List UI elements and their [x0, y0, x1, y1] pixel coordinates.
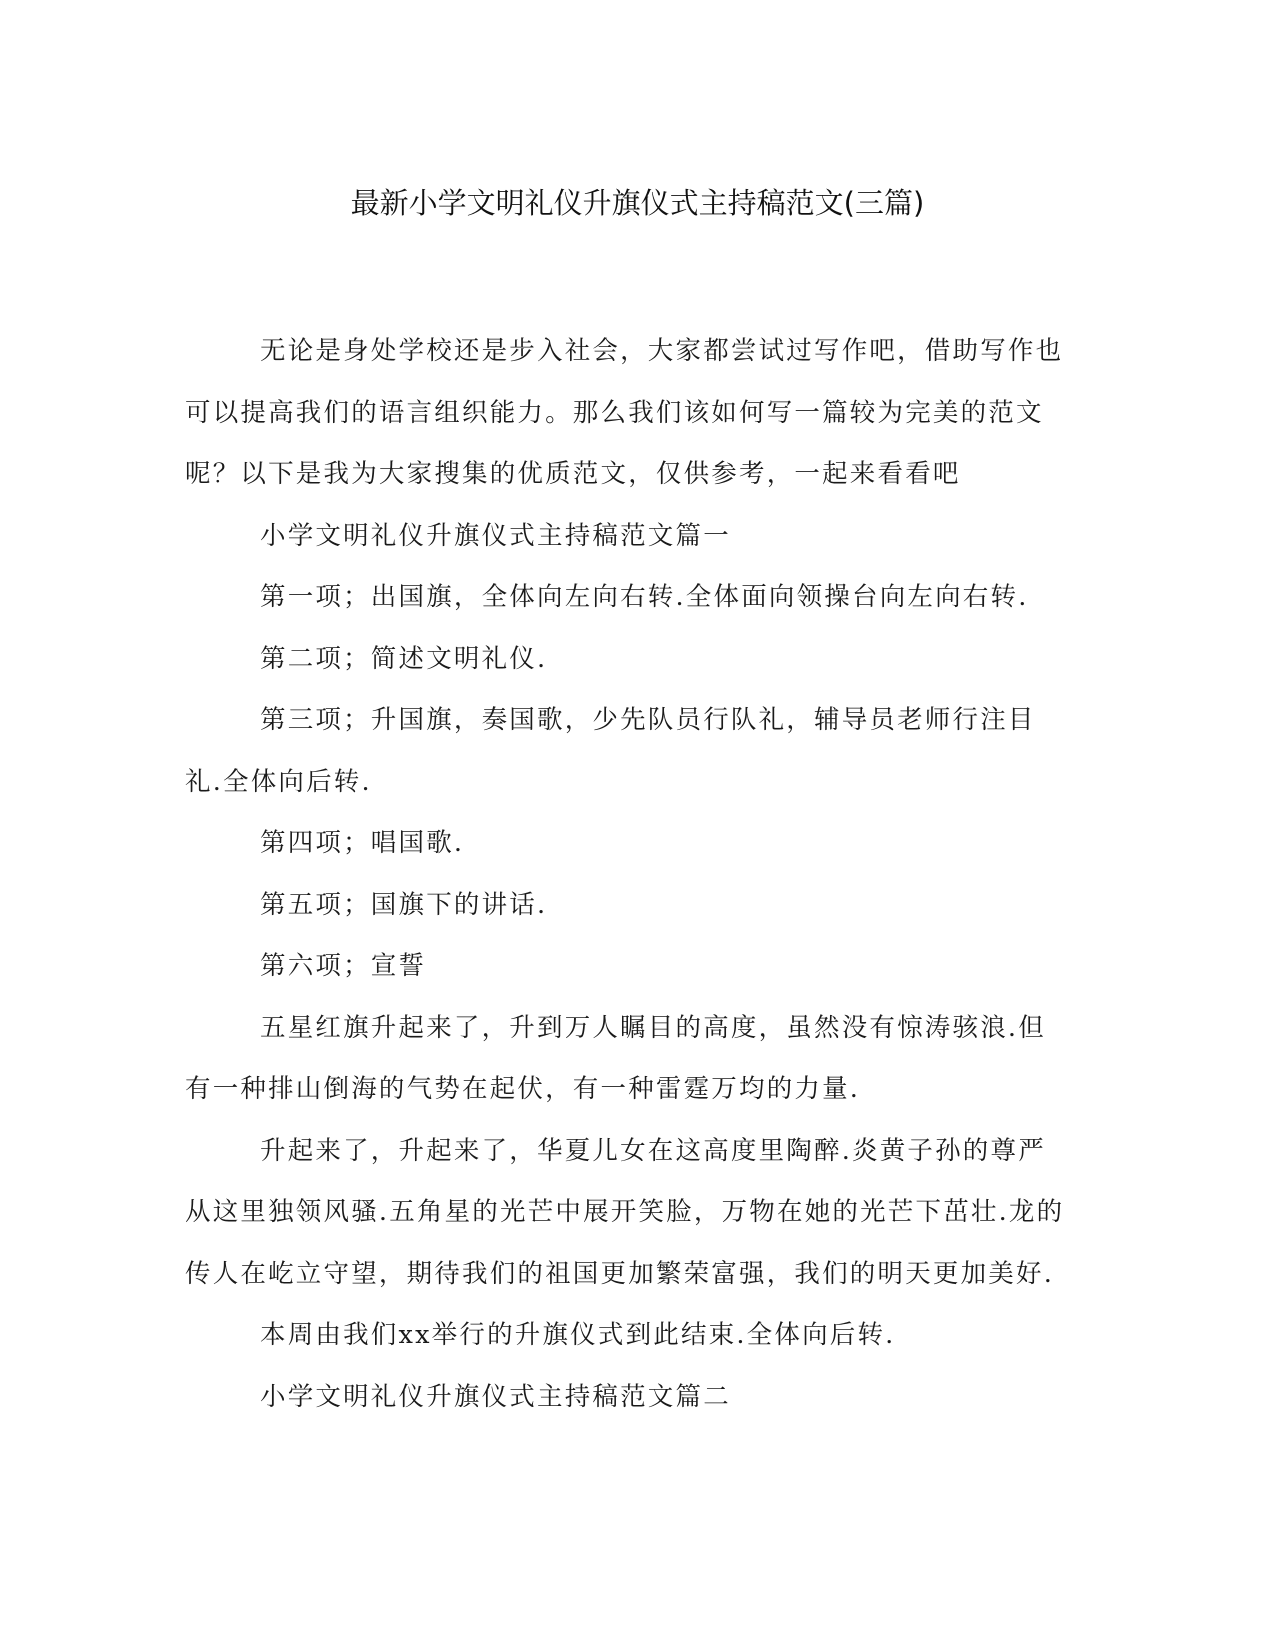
agenda-item-4: 第四项；唱国歌. [260, 828, 465, 858]
body-paragraph: 升起来了，升起来了，华夏儿女在这高度里陶醉.炎黄子孙的尊严从这里独领风骚.五角星的光芒中展开笑脸，万物在她的光芒下茁壮.龙的传人在屹立守望，期待我们的祖国更加繁荣富强，我们的明天更加美好. [185, 1135, 1065, 1289]
document-title: 最新小学文明礼仪升旗仪式主持稿范文(三篇) [350, 186, 925, 220]
agenda-item-6: 第六项；宣誓 [260, 951, 427, 981]
agenda-item-3: 第三项；升国旗，奏国歌，少先队员行队礼，辅导员老师行注目礼.全体向后转. [185, 705, 1036, 797]
closing-paragraph: 本周由我们xx举行的升旗仪式到此结束.全体向后转. [260, 1320, 896, 1350]
document-body [185, 321, 1065, 1428]
agenda-item-1: 第一项；出国旗，全体向左向右转.全体面向领操台向左向右转. [260, 582, 1029, 612]
agenda-item-5: 第五项；国旗下的讲话. [260, 889, 548, 920]
body-paragraph: 五星红旗升起来了，升到万人瞩目的高度，虽然没有惊涛骇浪.但有一种排山倒海的气势在起伏，有一种雷霆万均的力量. [185, 1012, 1046, 1104]
section-heading-two: 小学文明礼仪升旗仪式主持稿范文篇二 [260, 1381, 731, 1412]
section-heading-one: 小学文明礼仪升旗仪式主持稿范文篇一 [260, 520, 731, 551]
agenda-item-2: 第二项；简述文明礼仪. [260, 643, 548, 674]
intro-paragraph: 无论是身处学校还是步入社会，大家都尝试过写作吧，借助写作也可以提高我们的语言组织能力。那么我们该如何写一篇较为完美的范文呢？以下是我为大家搜集的优质范文，仅供参考，一起来看看吧 [185, 336, 1064, 489]
